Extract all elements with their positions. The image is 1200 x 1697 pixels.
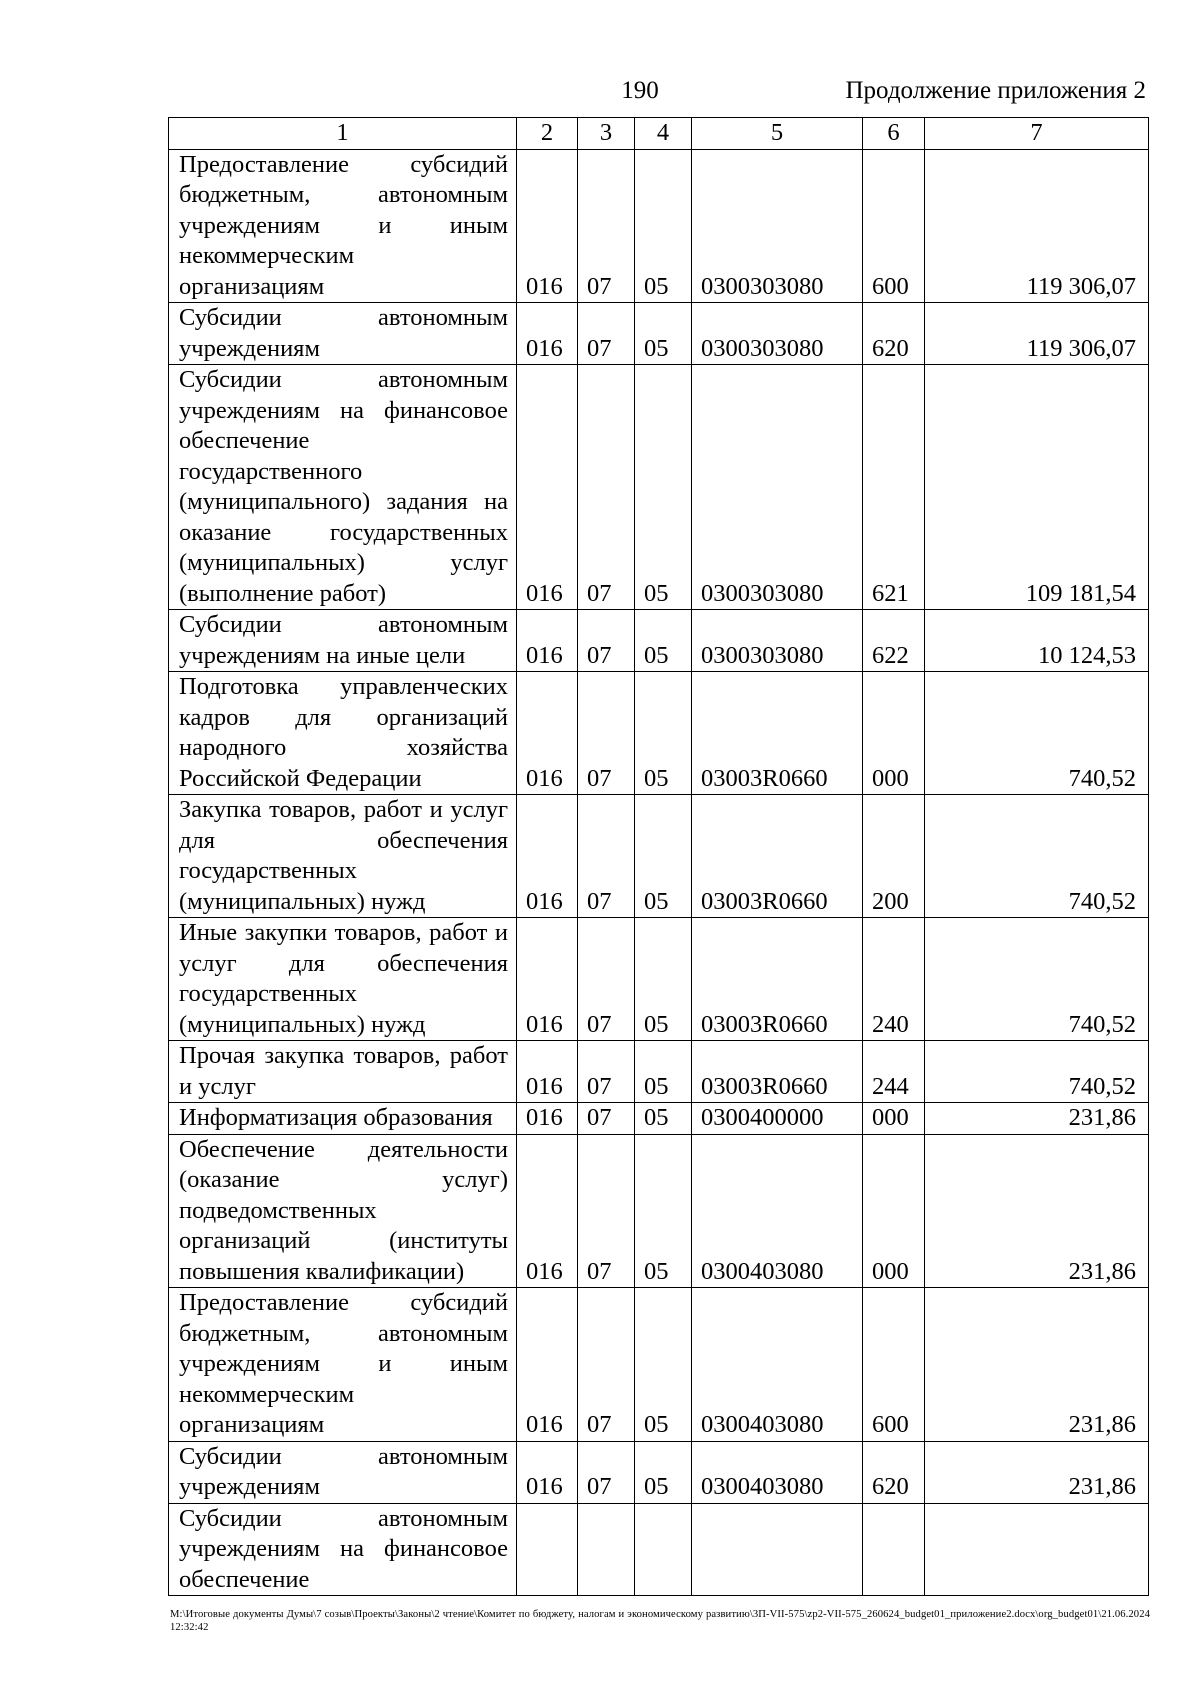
section-code-cell: 07	[578, 918, 635, 1041]
subsection-code-cell: 05	[635, 918, 692, 1041]
expense-type-cell: 621	[863, 365, 925, 610]
expense-name-line: Подготовка управленческих	[179, 673, 508, 700]
amount-cell: 231,86	[925, 1103, 1149, 1135]
page-number: 190	[621, 77, 659, 104]
expense-name-line: Российской Федерации	[179, 764, 422, 792]
expense-name-line: Предоставление субсидий	[179, 150, 508, 178]
target-article-cell: 0300403080	[692, 1134, 863, 1288]
expense-name-line: государственных	[179, 980, 357, 1007]
section-code-cell: 07	[578, 149, 635, 303]
chapter-code-cell: 016	[517, 610, 578, 672]
subsection-code-cell: 05	[635, 303, 692, 365]
expense-type-cell: 622	[863, 610, 925, 672]
section-code-cell: 07	[578, 303, 635, 365]
table-row	[169, 918, 1149, 1041]
expense-type-cell: 000	[863, 672, 925, 795]
subsection-code-cell: 05	[635, 672, 692, 795]
expense-name-line: Субсидии автономным	[179, 1442, 508, 1470]
chapter-code-cell: 016	[517, 1134, 578, 1288]
amount-cell: 231,86	[925, 1441, 1149, 1503]
expense-type-cell: 244	[863, 1041, 925, 1103]
amount-cell: 119 306,07	[925, 303, 1149, 365]
expense-name-line: Предоставление субсидий	[179, 1289, 508, 1316]
table-row	[169, 1441, 1149, 1503]
expense-name-line: учреждениям	[179, 1473, 320, 1500]
expense-name-cell	[169, 1441, 517, 1503]
section-code-cell: 07	[578, 1441, 635, 1503]
expense-name-cell	[169, 918, 517, 1041]
amount-cell	[925, 1503, 1149, 1596]
expense-name-line: учреждениям	[179, 334, 320, 362]
appendix-continuation-label: Продолжение приложения 2	[845, 77, 1146, 104]
expense-name-line: оказание государственных	[179, 518, 508, 546]
expense-name-line: некоммерческим	[179, 1380, 355, 1408]
expense-type-cell: 200	[863, 795, 925, 918]
chapter-code-cell: 016	[517, 918, 578, 1041]
chapter-code-cell: 016	[517, 672, 578, 795]
chapter-code-cell: 016	[517, 1103, 578, 1135]
expense-name-line: организациям	[179, 272, 325, 300]
expense-name-line: (муниципального) задания на	[179, 488, 508, 515]
chapter-code-cell: 016	[517, 1441, 578, 1503]
table-row	[169, 1288, 1149, 1442]
amount-cell: 740,52	[925, 795, 1149, 918]
expense-name-line: Субсидии автономным	[179, 611, 508, 638]
subsection-code-cell: 05	[635, 365, 692, 610]
section-code-cell: 07	[578, 1134, 635, 1288]
expense-name-cell	[169, 1041, 517, 1103]
subsection-code-cell	[635, 1503, 692, 1596]
subsection-code-cell: 05	[635, 149, 692, 303]
chapter-code-cell: 016	[517, 1041, 578, 1103]
subsection-code-cell: 05	[635, 1041, 692, 1103]
section-code-cell: 07	[578, 610, 635, 672]
section-code-cell: 07	[578, 365, 635, 610]
expense-name-line: и услуг	[179, 1072, 256, 1100]
budget-table	[168, 117, 1149, 1596]
expense-name-cell	[169, 1503, 517, 1596]
section-code-cell: 07	[578, 672, 635, 795]
table-row	[169, 149, 1149, 303]
expense-type-cell: 620	[863, 303, 925, 365]
expense-name-line: учреждениям на финансовое	[179, 1535, 508, 1562]
column-header: 6	[863, 118, 925, 150]
target-article-cell: 0300400000	[692, 1103, 863, 1135]
expense-name-line: обеспечение	[179, 427, 310, 454]
subsection-code-cell: 05	[635, 1134, 692, 1288]
target-article-cell: 0300303080	[692, 610, 863, 672]
expense-type-cell: 600	[863, 149, 925, 303]
chapter-code-cell: 016	[517, 1288, 578, 1442]
table-row	[169, 1041, 1149, 1103]
document-file-path-footer: M:\Итоговые документы Думы\7 созыв\Проекты\Законы\2 чтение\Комитет по бюджету, налогам и экономическому развитию\3П-VII-575\zp2-VII-575_260624_budget01_приложение2.docx\org_budget01\21.06.2024 12:32:42	[170, 1609, 1150, 1633]
expense-name-line: (муниципальных) нужд	[179, 1010, 426, 1038]
expense-name-line: Иные закупки товаров, работ и	[179, 919, 508, 946]
table-row	[169, 365, 1149, 610]
expense-name-line: для обеспечения	[179, 826, 508, 854]
expense-name-line: повышения квалификации)	[179, 1257, 465, 1285]
amount-cell: 10 124,53	[925, 610, 1149, 672]
expense-name-cell	[169, 1103, 517, 1135]
expense-name-line: государственных	[179, 857, 357, 884]
expense-name-cell	[169, 795, 517, 918]
target-article-cell: 0300403080	[692, 1441, 863, 1503]
target-article-cell: 03003R0660	[692, 1041, 863, 1103]
amount-cell: 119 306,07	[925, 149, 1149, 303]
expense-name-cell	[169, 672, 517, 795]
target-article-cell	[692, 1503, 863, 1596]
amount-cell: 109 181,54	[925, 365, 1149, 610]
amount-cell: 740,52	[925, 918, 1149, 1041]
expense-name-line: Субсидии автономным	[179, 366, 508, 393]
table-row	[169, 672, 1149, 795]
section-code-cell: 07	[578, 1041, 635, 1103]
amount-cell: 740,52	[925, 1041, 1149, 1103]
expense-name-cell	[169, 149, 517, 303]
column-header: 7	[925, 118, 1149, 150]
chapter-code-cell: 016	[517, 365, 578, 610]
expense-name-line: Закупка товаров, работ и услуг	[179, 796, 508, 823]
expense-name-line: организациям	[179, 1411, 325, 1438]
target-article-cell: 03003R0660	[692, 918, 863, 1041]
section-code-cell: 07	[578, 795, 635, 918]
budget-table-body	[169, 118, 1149, 1596]
expense-name-line: государственного	[179, 457, 363, 485]
chapter-code-cell	[517, 1503, 578, 1596]
amount-cell: 231,86	[925, 1134, 1149, 1288]
amount-cell: 740,52	[925, 672, 1149, 795]
target-article-cell: 0300303080	[692, 303, 863, 365]
table-row	[169, 303, 1149, 365]
expense-name-line: Субсидии автономным	[179, 1504, 508, 1532]
target-article-cell: 03003R0660	[692, 672, 863, 795]
target-article-cell: 0300303080	[692, 365, 863, 610]
expense-name-line: (муниципальных) нужд	[179, 887, 426, 915]
table-row	[169, 1503, 1149, 1596]
expense-name-line: услуг для обеспечения	[179, 949, 508, 977]
table-row	[169, 610, 1149, 672]
expense-name-line: (оказание услуг)	[179, 1166, 508, 1193]
expense-name-line: подведомственных	[179, 1196, 377, 1224]
expense-name-line: некоммерческим	[179, 242, 355, 269]
table-row	[169, 1103, 1149, 1135]
expense-name-line: (выполнение работ)	[179, 579, 387, 607]
expense-name-line: учреждениям и иным	[179, 211, 508, 239]
expense-name-line: Информатизация образования	[179, 1104, 493, 1131]
expense-name-line: (муниципальных) услуг	[179, 549, 508, 576]
section-code-cell: 07	[578, 1103, 635, 1135]
expense-name-cell	[169, 610, 517, 672]
expense-name-cell	[169, 1288, 517, 1442]
expense-name-line: обеспечение	[179, 1565, 310, 1593]
column-header: 5	[692, 118, 863, 150]
table-row	[169, 795, 1149, 918]
expense-name-line: учреждениям и иным	[179, 1350, 508, 1377]
table-row	[169, 1134, 1149, 1288]
expense-name-cell	[169, 365, 517, 610]
expense-name-line: Субсидии автономным	[179, 304, 508, 331]
column-header: 1	[169, 118, 517, 150]
expense-name-line: бюджетным, автономным	[179, 181, 508, 208]
target-article-cell: 0300303080	[692, 149, 863, 303]
expense-type-cell	[863, 1503, 925, 1596]
expense-name-cell	[169, 303, 517, 365]
subsection-code-cell: 05	[635, 1288, 692, 1442]
target-article-cell: 03003R0660	[692, 795, 863, 918]
chapter-code-cell: 016	[517, 795, 578, 918]
target-article-cell: 0300403080	[692, 1288, 863, 1442]
chapter-code-cell: 016	[517, 303, 578, 365]
expense-name-line: кадров для организаций	[179, 703, 508, 731]
expense-type-cell: 620	[863, 1441, 925, 1503]
subsection-code-cell: 05	[635, 610, 692, 672]
expense-name-line: организаций (институты	[179, 1227, 508, 1254]
expense-type-cell: 240	[863, 918, 925, 1041]
subsection-code-cell: 05	[635, 795, 692, 918]
column-header: 3	[578, 118, 635, 150]
column-header: 4	[635, 118, 692, 150]
expense-name-line: Обеспечение деятельности	[179, 1135, 508, 1163]
subsection-code-cell: 05	[635, 1441, 692, 1503]
section-code-cell: 07	[578, 1288, 635, 1442]
column-header: 2	[517, 118, 578, 150]
expense-name-cell	[169, 1134, 517, 1288]
expense-name-line: учреждениям на финансовое	[179, 396, 508, 424]
expense-name-line: Прочая закупка товаров, работ	[179, 1042, 508, 1069]
chapter-code-cell: 016	[517, 149, 578, 303]
amount-cell: 231,86	[925, 1288, 1149, 1442]
expense-type-cell: 000	[863, 1134, 925, 1288]
table-header-row	[169, 118, 1149, 150]
expense-type-cell: 600	[863, 1288, 925, 1442]
section-code-cell	[578, 1503, 635, 1596]
expense-name-line: учреждениям на иные цели	[179, 641, 466, 669]
expense-name-line: бюджетным, автономным	[179, 1319, 508, 1347]
expense-name-line: народного хозяйства	[179, 734, 508, 761]
expense-type-cell: 000	[863, 1103, 925, 1135]
subsection-code-cell: 05	[635, 1103, 692, 1135]
